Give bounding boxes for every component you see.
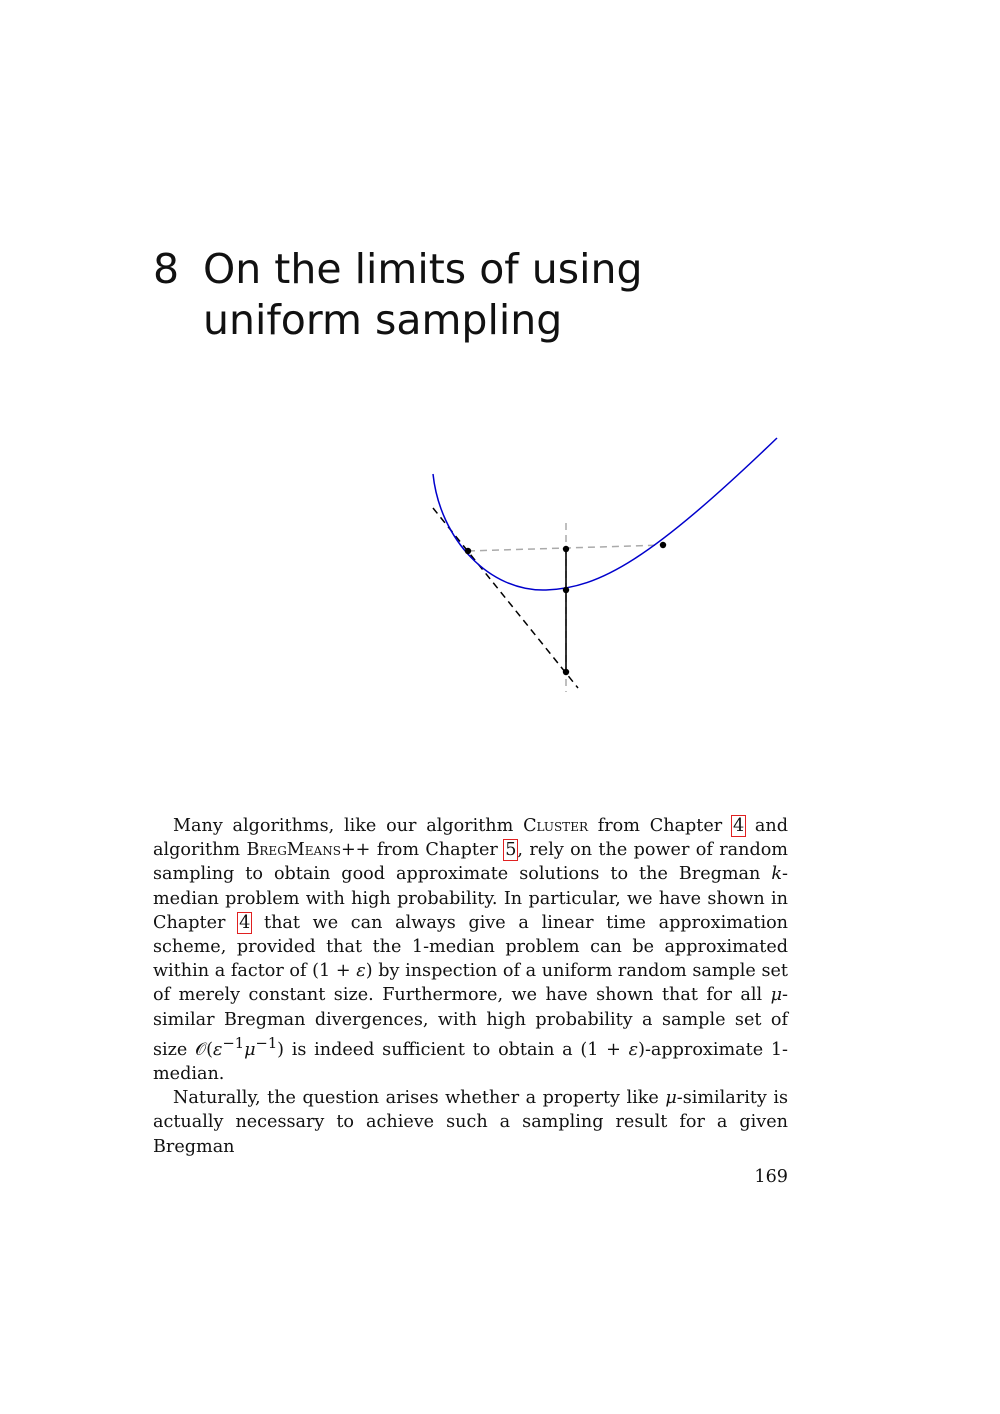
point-tangent — [465, 548, 471, 554]
chapter-title-line-1: On the limits of using — [203, 245, 643, 293]
chapter-reference-link[interactable]: 4 — [239, 912, 251, 933]
point-curve — [563, 587, 569, 593]
chapter-reference-link[interactable]: 4 — [732, 816, 745, 836]
tangent-line — [433, 508, 578, 688]
chapter-number: 8 — [153, 245, 180, 293]
algorithm-name-cluster: Cluster — [523, 816, 588, 836]
paragraph-2: Naturally, the question arises whether a property like μ-similarity is actually necessary to achieve such a sampling result for a given Bregman — [153, 1088, 788, 1157]
paragraph-1: Many algorithms, like our algorithm Cluster from Chapter 4 and algorithm BregMeans++ from Chapter 5, rely on the power of random sampling to obtain good approximate solutions to the Bregman k-median problem with high probability. In particular, we have shown in Chapter 4 that we can always give a linear time approximation scheme, provided that the 1-median problem can be approximated within a factor of (1 + ε) by inspection of a uniform random sample set of merely constant size. Furthermore, we have shown that for all μ-similar Bregman divergences, with high probability a sample set of size $𝒪(\varepsilon^{-1}\mu^{-1})$ is indeed sufficient to obtain a (1 + ε)-approximate 1-median. — [153, 816, 789, 1084]
chapter-reference-link[interactable]: 5 — [505, 840, 517, 861]
algorithm-name-bregmeans: BregMeans++ — [246, 840, 371, 861]
page-number: 169 — [754, 1167, 788, 1187]
convex-function-curve — [433, 438, 777, 590]
chapter-title-line-2: uniform sampling — [203, 296, 563, 344]
body-text — [153, 814, 788, 1159]
point-tangent-intersection — [563, 669, 569, 675]
point-secant-midpoint — [563, 546, 569, 552]
point-secant-end — [660, 542, 666, 548]
